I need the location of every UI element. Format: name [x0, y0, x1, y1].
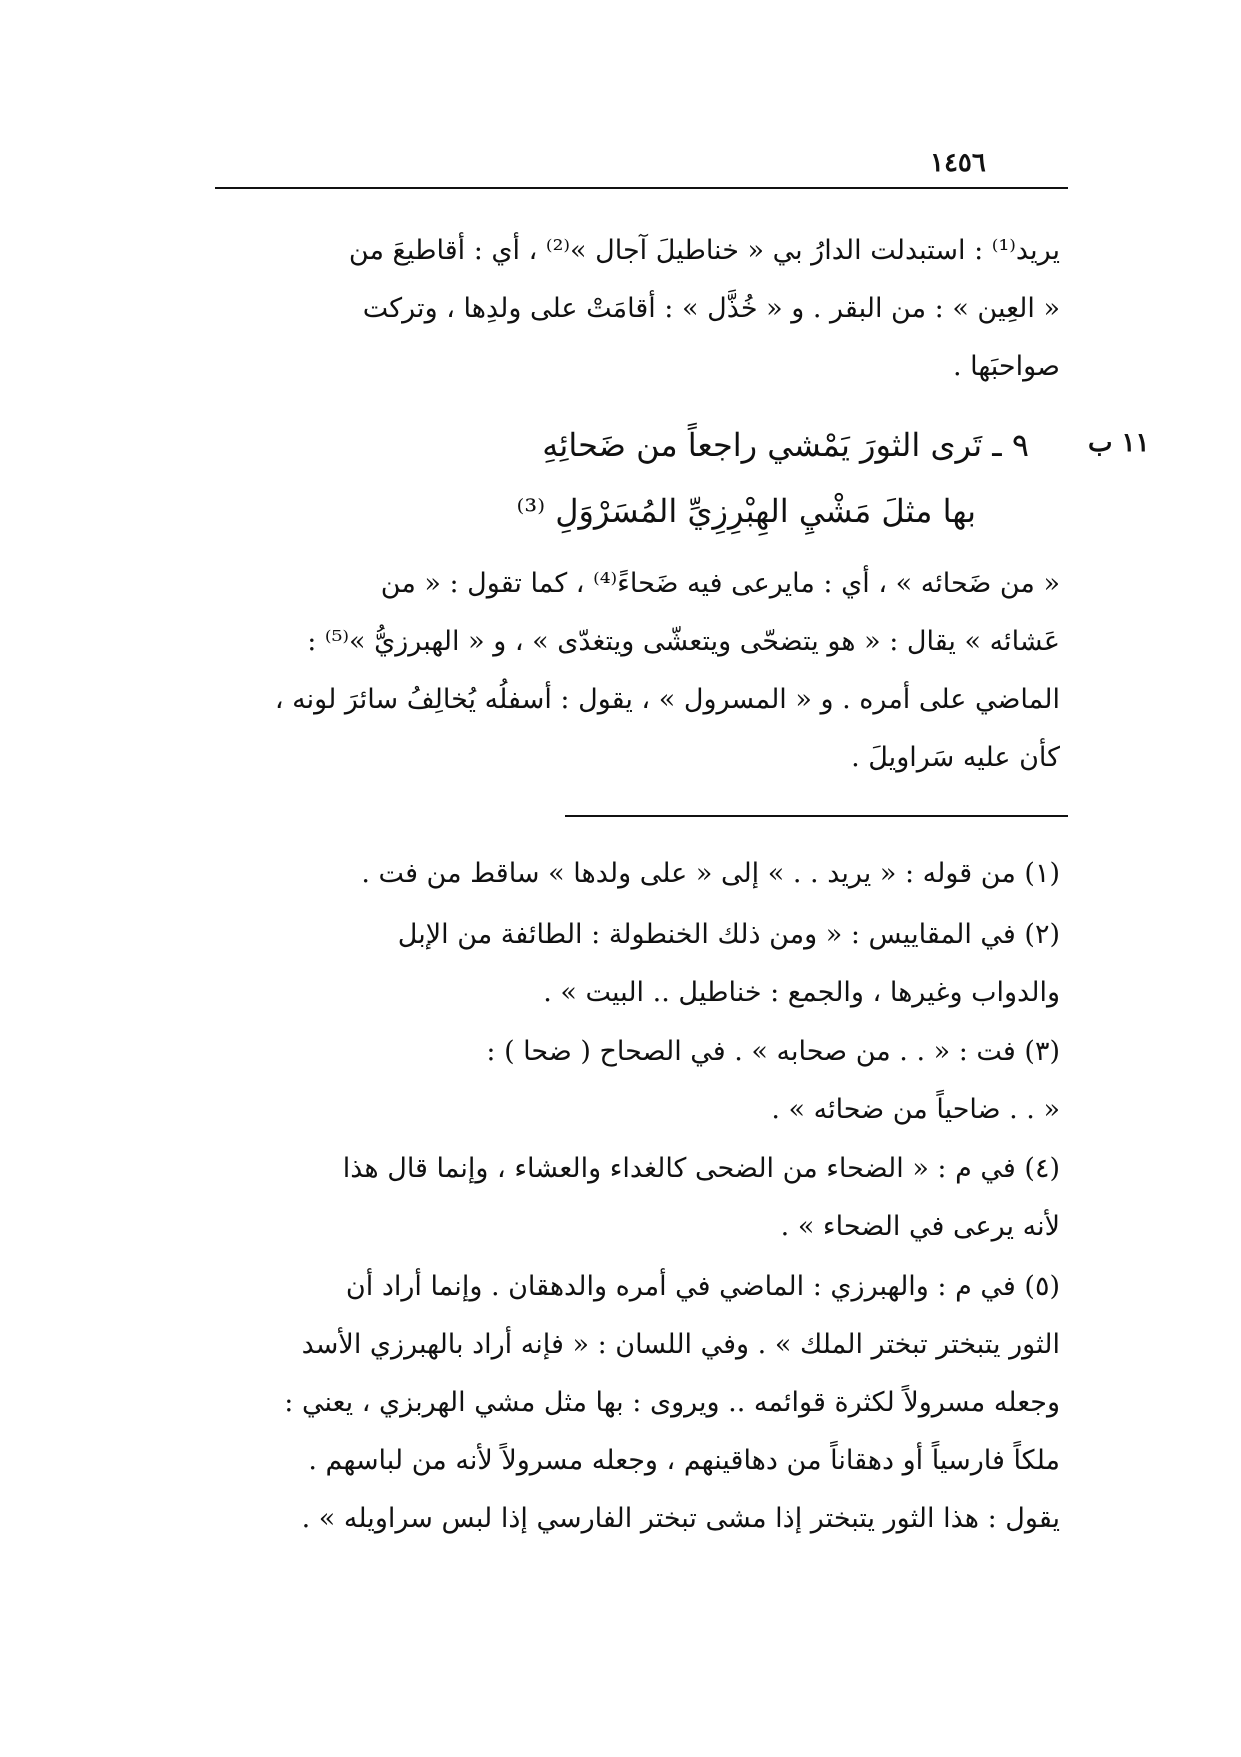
commentary-after-verse: [228, 555, 1060, 787]
footnote-line: (١) من قوله : « يريد . . » إلى « على ولدها » ساقط من فت .: [361, 858, 1060, 889]
footnote-line: يقول : هذا الثور يتبختر إذا مشى تبختر الفارسي إذا لبس سراويله » .: [301, 1503, 1060, 1534]
footnote-line: وجعله مسرولاً لكثرة قوائمه .. ويروى : بها مثل مشي الهربزي ، يعني :: [284, 1387, 1060, 1418]
commentary-line: الماضي على أمره . و « المسرول » ، يقول : أسفلُه يُخالِفُ سائرَ لونه ،: [274, 684, 1060, 715]
verse-line-1: ٩ ـ تَرى الثورَ يَمْشي راجعاً من ضَحائِهِ: [542, 426, 1029, 464]
verse-line-2: بها مثلَ مَشْيِ الهِبْرِزِيِّ المُسَرْوَلِ ⁽³⁾: [516, 492, 976, 530]
commentary-line: صواحبَها .: [952, 351, 1060, 382]
footnote-line: الثور يتبختر تبختر الملك » . وفي اللسان : « فإنه أراد بالهبرزي الأسد: [301, 1329, 1060, 1360]
commentary-top: [228, 222, 1060, 396]
page-number: ١٤٥٦: [930, 148, 986, 178]
footnote-line: لأنه يرعى في الضحاء » .: [780, 1211, 1060, 1242]
commentary-line: كأن عليه سَراويلَ .: [851, 742, 1060, 773]
commentary-line: عَشائه » يقال : « هو يتضحّى ويتعشّى ويتغدّى » ، و « الهبرزيُّ »⁽⁵⁾ :: [307, 626, 1060, 657]
footnotes: [228, 840, 1060, 1548]
header-rule: [215, 187, 1068, 189]
footnote-line: ملكاً فارسياً أو دهقاناً من دهاقينهم ، وجعله مسرولاً لأنه من لباسهم .: [308, 1445, 1060, 1476]
footnote-line: (٤) في م : « الضحاء من الضحى كالغداء والعشاء ، وإنما قال هذا: [342, 1153, 1060, 1184]
footnotes-rule: [565, 815, 1068, 817]
commentary-line: « من ضَحائه » ، أي : مايرعى فيه ضَحاءً⁽⁴⁾ ، كما تقول : « من: [380, 568, 1060, 599]
footnote-line: « . . ضاحياً من ضحائه » .: [771, 1094, 1060, 1125]
manuscript-folio-marker: ١١ ب: [1088, 428, 1150, 458]
footnote-line: (٣) فت : « . . من صحابه » . في الصحاح ( ضحا ) :: [486, 1036, 1060, 1067]
commentary-line: يريد⁽¹⁾ : استبدلت الدارُ بي « خناطيلَ آجال »⁽²⁾ ، أي : أقاطيعَ من: [348, 235, 1060, 266]
footnote-line: والدواب وغيرها ، والجمع : خناطيل .. البيت » .: [543, 977, 1060, 1008]
footnote-line: (٥) في م : والهبرزي : الماضي في أمره والدهقان . وإنما أراد أن: [345, 1271, 1060, 1302]
footnote-line: (٢) في المقاييس : « ومن ذلك الخنطولة : الطائفة من الإبل: [397, 919, 1060, 950]
commentary-line: « العِين » : من البقر . و « خُذَّل » : أقامَتْ على ولدِها ، وتركت: [362, 293, 1060, 324]
